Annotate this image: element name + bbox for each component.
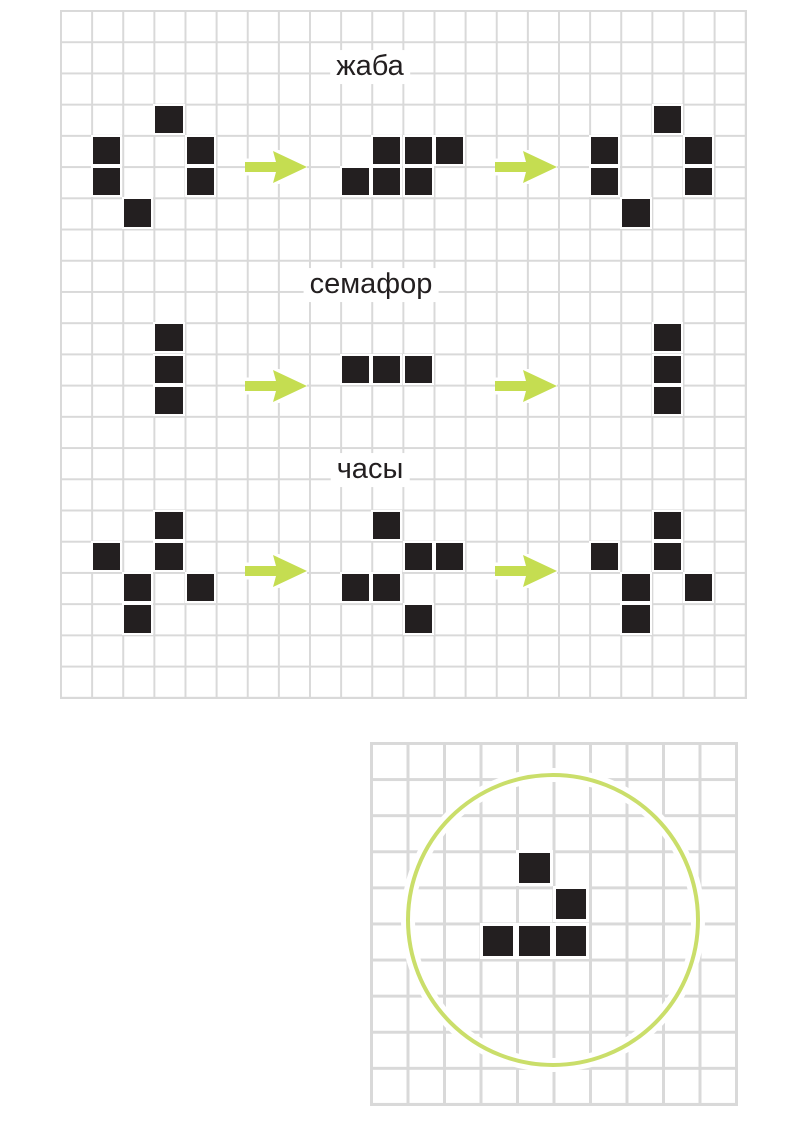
live-cell [685,137,712,164]
live-cell [556,889,587,919]
live-cell [155,387,182,414]
live-cell [622,605,649,632]
live-cell [155,512,182,539]
live-cell [654,106,681,133]
highlight-circle [370,742,735,1103]
live-cell [436,543,463,570]
live-cell [124,199,151,226]
live-cell [187,168,214,195]
live-cell [654,356,681,383]
arrow-right-icon [495,150,557,184]
pattern-label-toad: жаба [330,50,410,84]
life-grid-inset [370,742,738,1106]
pattern-label-clock: часы [331,453,410,487]
live-cell [93,137,120,164]
live-cell [591,168,618,195]
live-cell [591,137,618,164]
live-cell [622,574,649,601]
live-cell [155,543,182,570]
pattern-label-semaphore: семафор [304,268,439,302]
live-cell [124,605,151,632]
live-cell [93,543,120,570]
live-cell [187,137,214,164]
live-cell [373,137,400,164]
live-cell [483,926,514,956]
live-cell [654,387,681,414]
live-cell [436,137,463,164]
life-grid-main [60,10,747,699]
live-cell [93,168,120,195]
live-cell [342,574,369,601]
live-cell [591,543,618,570]
live-cell [405,543,432,570]
arrow-right-icon [495,554,557,588]
live-cell [685,574,712,601]
live-cell [373,168,400,195]
arrow-right-icon [495,369,557,403]
live-cell [342,356,369,383]
live-cell [654,512,681,539]
live-cell [342,168,369,195]
live-cell [187,574,214,601]
live-cell [373,512,400,539]
live-cell [654,324,681,351]
live-cell [405,137,432,164]
live-cell [405,356,432,383]
live-cell [685,168,712,195]
highlight-circle-ring [408,775,698,1065]
live-cell [155,106,182,133]
live-cell [155,356,182,383]
live-cell [405,168,432,195]
live-cell [556,926,587,956]
live-cell [519,926,550,956]
live-cell [373,574,400,601]
arrow-right-icon [245,150,307,184]
live-cell [373,356,400,383]
arrow-right-icon [245,554,307,588]
live-cell [124,574,151,601]
arrow-right-icon [245,369,307,403]
live-cell [405,605,432,632]
live-cell [622,199,649,226]
live-cell [519,853,550,883]
live-cell [654,543,681,570]
live-cell [155,324,182,351]
